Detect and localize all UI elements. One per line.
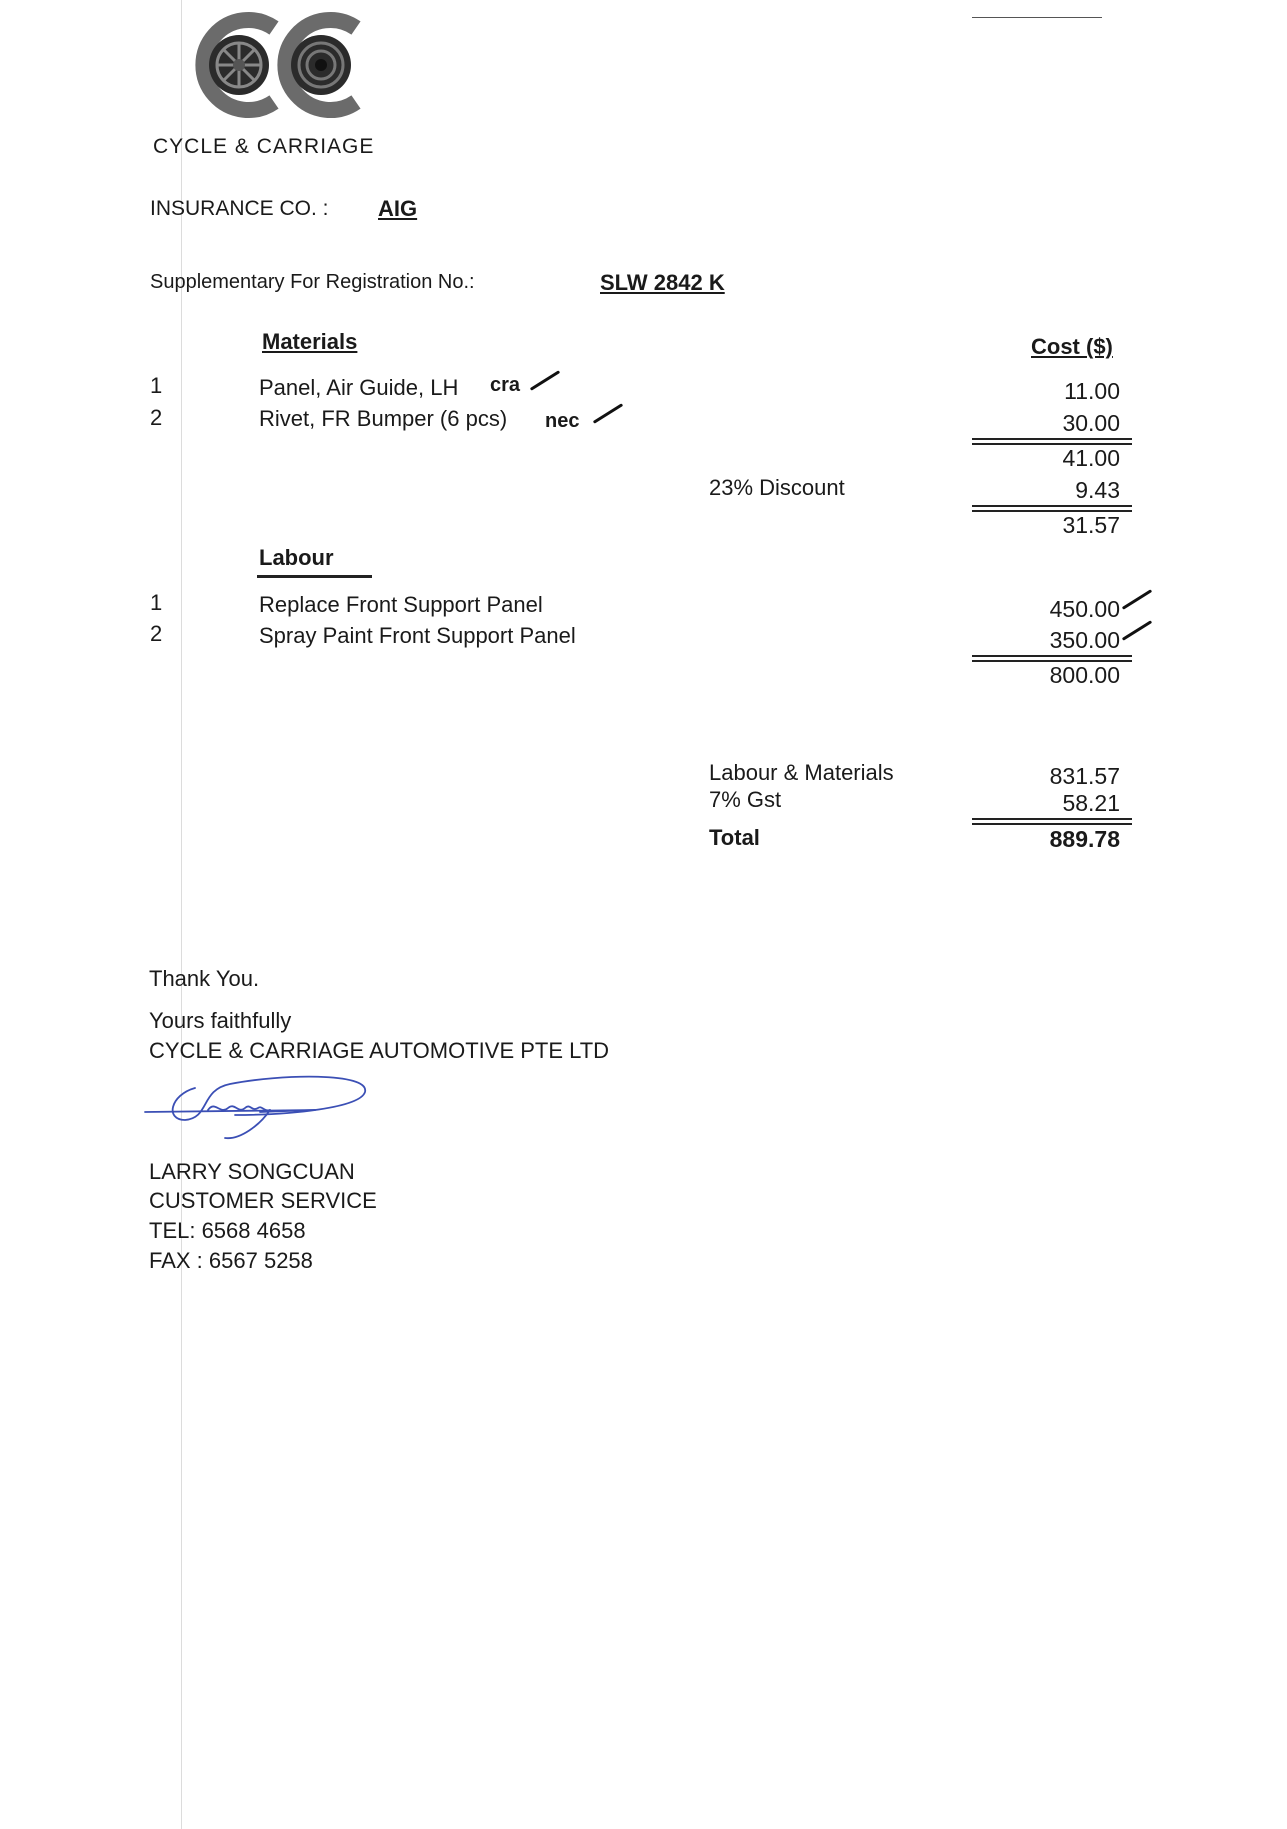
insurance-label: INSURANCE CO. : bbox=[150, 197, 329, 220]
material-item-cost: 11.00 bbox=[1064, 378, 1120, 404]
subtotal-rule bbox=[972, 655, 1132, 662]
materials-net: 31.57 bbox=[1062, 512, 1120, 538]
top-rule bbox=[972, 17, 1102, 18]
gst-label: 7% Gst bbox=[709, 787, 782, 812]
signatory-name: LARRY SONGCUAN bbox=[149, 1159, 355, 1184]
total-label: Total bbox=[709, 825, 760, 850]
discount-amount: 9.43 bbox=[1075, 477, 1120, 503]
total-amount: 889.78 bbox=[1049, 826, 1120, 852]
check-mark-icon bbox=[1122, 589, 1152, 610]
labour-item-desc: Spray Paint Front Support Panel bbox=[259, 623, 576, 648]
signatory-department: CUSTOMER SERVICE bbox=[149, 1188, 377, 1213]
company-name: CYCLE & CARRIAGE bbox=[153, 135, 375, 158]
company-full-name: CYCLE & CARRIAGE AUTOMOTIVE PTE LTD bbox=[149, 1038, 610, 1063]
regards-text: Yours faithfully bbox=[149, 1008, 292, 1033]
materials-subtotal: 41.00 bbox=[1062, 445, 1120, 471]
labour-heading-rule bbox=[257, 575, 372, 578]
labour-item-desc: Replace Front Support Panel bbox=[259, 592, 543, 617]
gst-amount: 58.21 bbox=[1062, 790, 1120, 816]
thank-you-text: Thank You. bbox=[149, 966, 260, 991]
material-item-cost: 30.00 bbox=[1062, 410, 1120, 436]
cycle-carriage-logo-icon bbox=[186, 10, 366, 120]
signature-icon bbox=[140, 1070, 380, 1150]
subtotal-rule bbox=[972, 438, 1132, 445]
labour-materials-amount: 831.57 bbox=[1049, 763, 1120, 789]
labour-item-no: 1 bbox=[150, 590, 163, 615]
total-rule bbox=[972, 818, 1132, 825]
labour-materials-label: Labour & Materials bbox=[709, 760, 894, 785]
subtotal-rule bbox=[972, 505, 1132, 512]
registration-label: Supplementary For Registration No.: bbox=[150, 271, 475, 293]
check-mark-icon bbox=[593, 403, 623, 424]
labour-subtotal: 800.00 bbox=[1049, 662, 1120, 688]
cost-heading: Cost ($) bbox=[1031, 334, 1113, 359]
material-item-desc: Rivet, FR Bumper (6 pcs) bbox=[259, 406, 508, 431]
labour-item-cost: 450.00 bbox=[1049, 596, 1120, 622]
labour-heading: Labour bbox=[259, 545, 334, 570]
material-item-no: 1 bbox=[150, 373, 163, 398]
fax-number: FAX : 6567 5258 bbox=[149, 1248, 313, 1273]
discount-label: 23% Discount bbox=[709, 475, 845, 500]
materials-heading: Materials bbox=[262, 329, 358, 354]
check-mark-icon bbox=[530, 370, 560, 391]
telephone-number: TEL: 6568 4658 bbox=[149, 1218, 306, 1243]
registration-value: SLW 2842 K bbox=[600, 270, 725, 295]
material-item-note: nec bbox=[545, 410, 580, 432]
material-item-no: 2 bbox=[150, 405, 163, 430]
insurance-value: AIG bbox=[378, 196, 418, 221]
labour-item-cost: 350.00 bbox=[1049, 627, 1120, 653]
labour-item-no: 2 bbox=[150, 621, 163, 646]
check-mark-icon bbox=[1122, 620, 1152, 641]
material-item-note: cra bbox=[490, 374, 521, 396]
material-item-desc: Panel, Air Guide, LH bbox=[259, 375, 459, 400]
